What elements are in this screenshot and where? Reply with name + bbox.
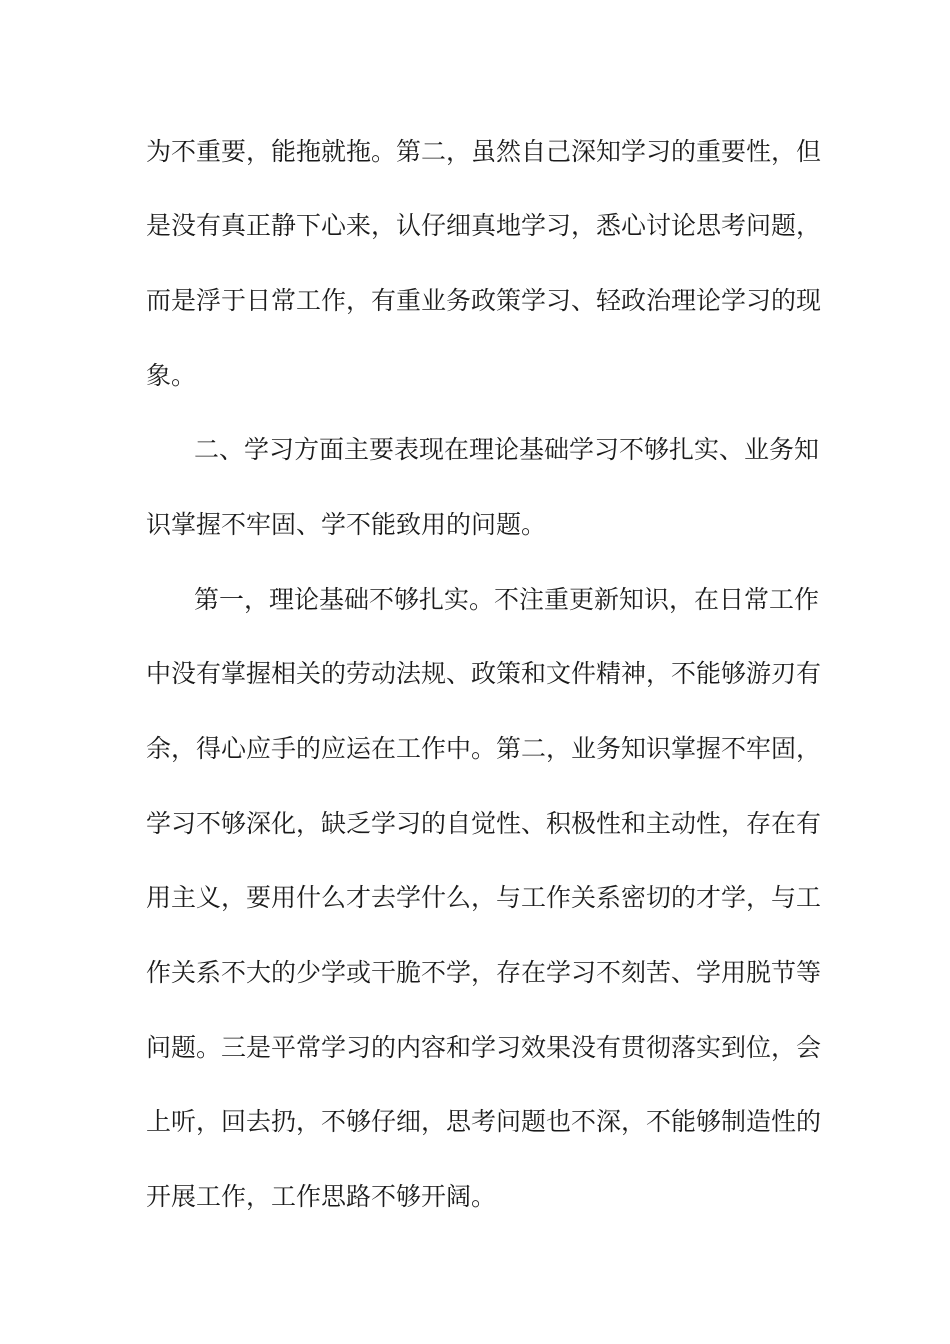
- paragraph-3-line-6: 作关系不大的少学或干脆不学，存在学习不刻苦、学用脱节等: [146, 958, 822, 987]
- paragraph-3-line-4: 学习不够深化，缺乏学习的自觉性、积极性和主动性，存在有: [146, 809, 822, 838]
- paragraph-1-line-2: 是没有真正静下心来，认仔细真地学习，悉心讨论思考问题，: [146, 211, 822, 240]
- paragraph-3-line-9: 开展工作，工作思路不够开阔。: [146, 1182, 497, 1211]
- paragraph-3-line-3: 余，得心应手的应运在工作中。第二，业务知识掌握不牢固，: [146, 734, 822, 763]
- paragraph-1-line-4: 象。: [146, 361, 197, 390]
- paragraph-3-line-8: 上听，回去扔，不够仔细，思考问题也不深，不能够制造性的: [146, 1107, 822, 1136]
- paragraph-3-line-5: 用主义，要用什么才去学什么，与工作关系密切的才学，与工: [146, 883, 822, 912]
- paragraph-1-line-1: 为不重要，能拖就拖。第二，虽然自己深知学习的重要性，但: [146, 137, 822, 166]
- paragraph-1-line-3: 而是浮于日常工作，有重业务政策学习、轻政治理论学习的现: [146, 286, 822, 315]
- paragraph-3-line-7: 问题。三是平常学习的内容和学习效果没有贯彻落实到位，会: [146, 1033, 822, 1062]
- paragraph-3-line-2: 中没有掌握相关的劳动法规、政策和文件精神，不能够游刃有: [146, 659, 822, 688]
- paragraph-3-line-1: 第一，理论基础不够扎实。不注重更新知识，在日常工作: [194, 585, 820, 614]
- paragraph-2-line-1: 二、学习方面主要表现在理论基础学习不够扎实、业务知: [194, 435, 820, 464]
- paragraph-2-line-2: 识掌握不牢固、学不能致用的问题。: [146, 510, 547, 539]
